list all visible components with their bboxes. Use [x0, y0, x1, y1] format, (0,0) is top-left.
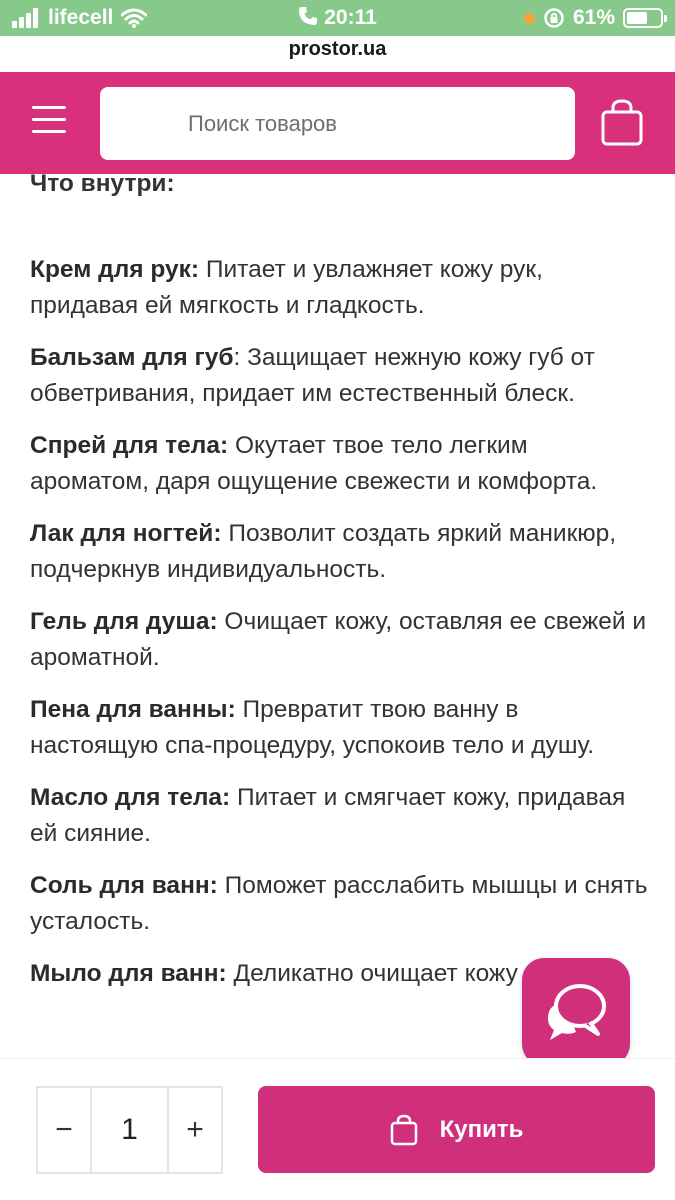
- status-bar: [0, 0, 675, 36]
- site-header: [0, 72, 675, 174]
- list-item: [30, 692, 650, 764]
- item-name: Гель для душа:: [30, 608, 218, 635]
- item-description: : Защищает нежную кожу губ от обветривания, придает им естественный блеск.: [30, 344, 595, 407]
- url-bar[interactable]: [0, 36, 675, 72]
- shopping-bag-icon: [390, 1114, 418, 1146]
- quantity-stepper: [36, 1086, 223, 1174]
- list-item: [30, 780, 650, 852]
- hamburger-icon[interactable]: [32, 106, 68, 136]
- item-description: Позволит создать яркий маникюр, подчеркнув индивидуальность.: [30, 520, 617, 583]
- product-description: [30, 174, 650, 1058]
- item-name: Лак для ногтей:: [30, 520, 222, 547]
- phone-icon: [298, 6, 318, 26]
- chat-button[interactable]: [522, 958, 630, 1066]
- list-item: [30, 340, 650, 412]
- item-description: Питает и смягчает кожу, придавая ей сияние.: [30, 784, 626, 847]
- increment-button[interactable]: +: [186, 1113, 204, 1146]
- item-description: Очищает кожу, оставляя ее свежей и ароматной.: [30, 608, 647, 671]
- list-item: [30, 604, 650, 676]
- buy-label: Купить: [439, 1115, 524, 1143]
- quantity-value[interactable]: 1: [90, 1088, 169, 1172]
- search-input[interactable]: [100, 87, 575, 160]
- buy-button[interactable]: [258, 1086, 655, 1173]
- url-text: prostor.ua: [288, 38, 387, 60]
- section-title: Что внутри:: [30, 174, 175, 197]
- carrier-name: lifecell: [48, 6, 114, 29]
- decrement-button[interactable]: −: [55, 1113, 73, 1146]
- item-name: Соль для ванн:: [30, 872, 218, 899]
- item-name: Спрей для тела:: [30, 432, 229, 459]
- item-description: Превратит твою ванну в настоящую спа-процедуру, успокоив тело и душу.: [30, 696, 595, 759]
- dot-icon: [524, 13, 535, 24]
- item-name: Бальзам для губ: [30, 344, 234, 371]
- lock-rotation-icon: [543, 7, 565, 29]
- shopping-bag-icon[interactable]: [600, 98, 644, 148]
- item-description: Поможет расслабить мышцы и снять усталость.: [30, 872, 648, 935]
- item-description: Окутает твое тело легким ароматом, даря ощущение свежести и комфорта.: [30, 432, 598, 495]
- chat-bubbles-icon: [544, 982, 608, 1042]
- item-name: Крем для рук:: [30, 256, 200, 283]
- battery-percentage: 61%: [572, 6, 615, 29]
- list-item: [30, 252, 650, 324]
- list-item: [30, 868, 650, 940]
- item-name: Пена для ванны:: [30, 696, 236, 723]
- clock: 20:11: [324, 6, 377, 29]
- item-name: Мыло для ванн:: [30, 960, 227, 987]
- battery-icon: [623, 8, 663, 28]
- purchase-bar: [0, 1058, 675, 1200]
- item-description: Питает и увлажняет кожу рук, придавая ей мягкость и гладкость.: [30, 256, 543, 319]
- item-name: Масло для тела:: [30, 784, 231, 811]
- list-item: [30, 516, 650, 588]
- list-item: [30, 428, 650, 500]
- item-description: Деликатно очищает кожу: [226, 960, 518, 987]
- ingredients-list: [30, 252, 650, 992]
